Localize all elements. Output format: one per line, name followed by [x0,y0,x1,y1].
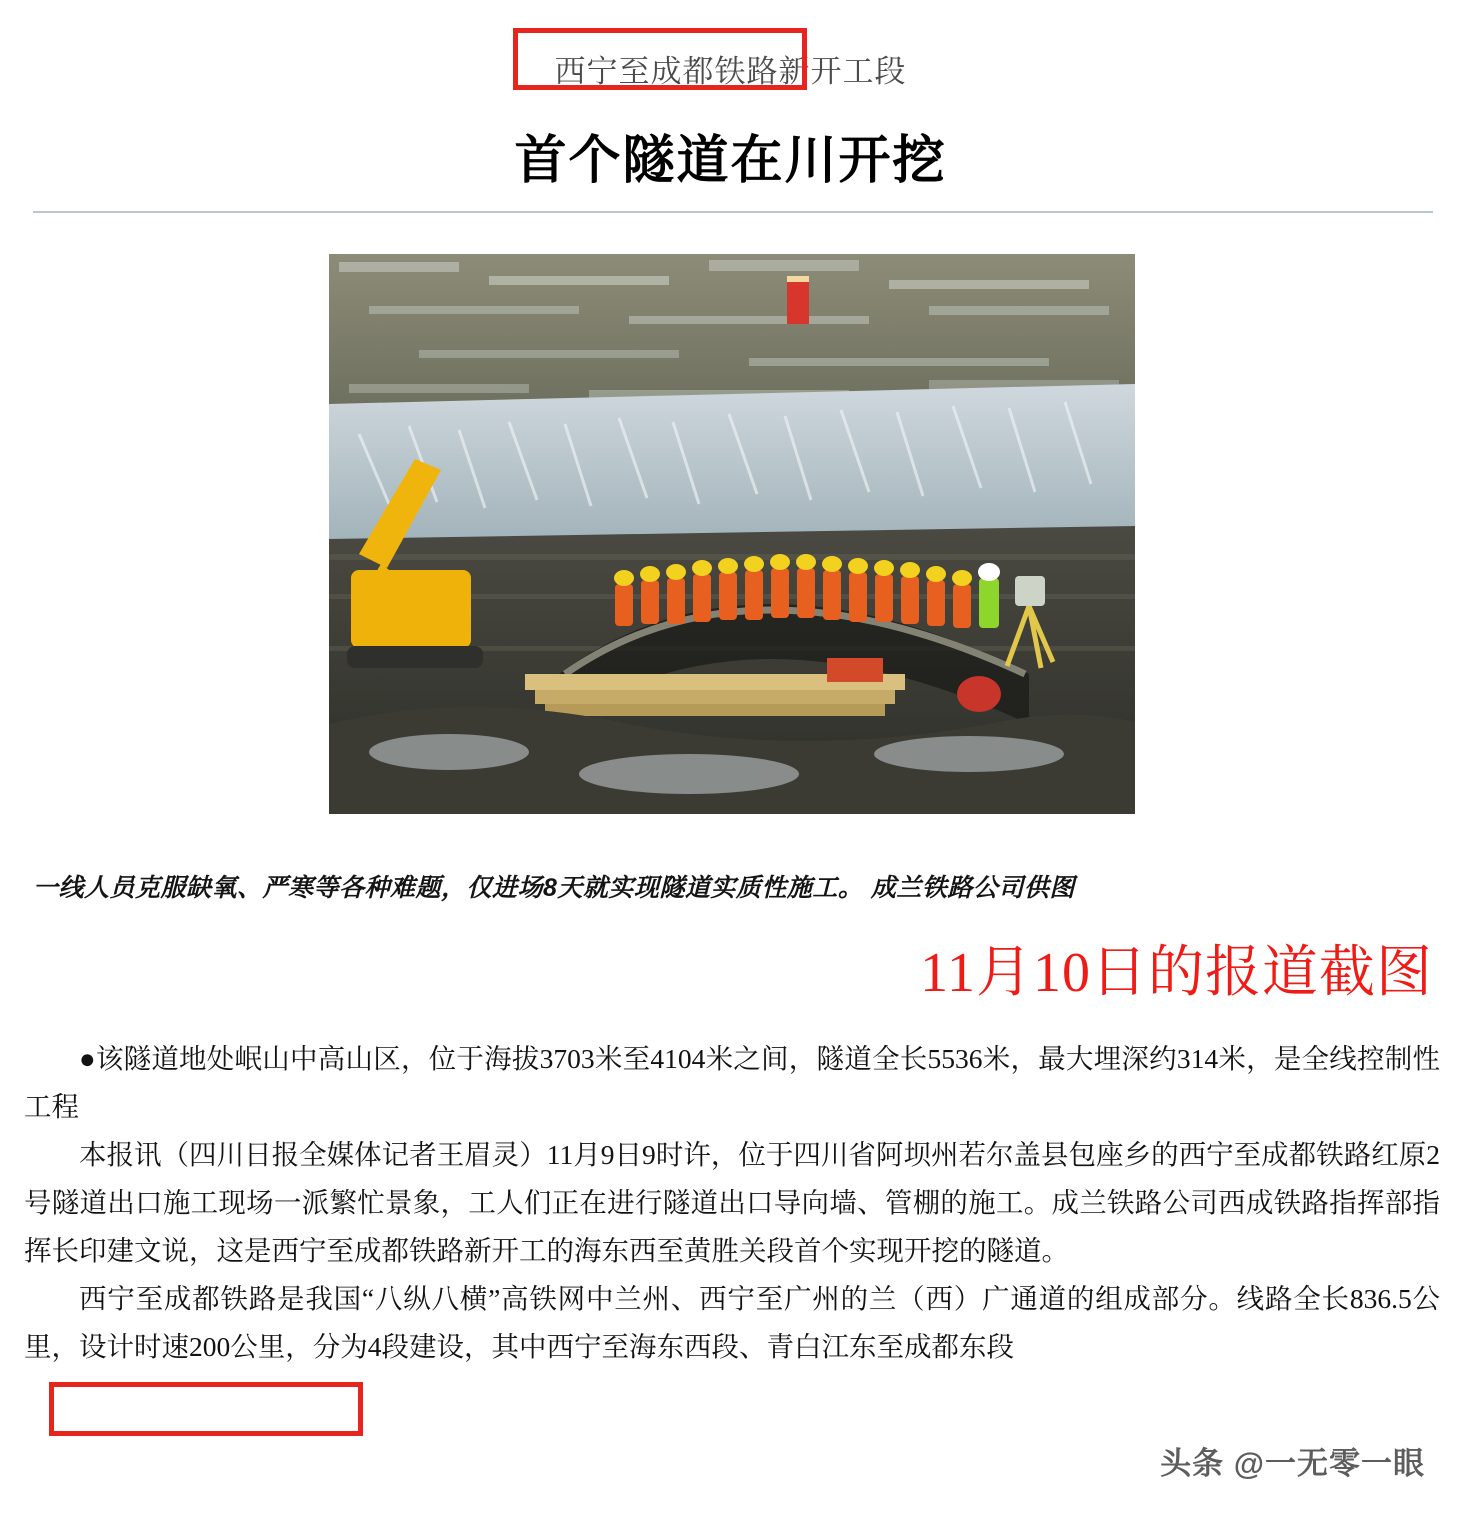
article-kicker: 西宁至成都铁路新开工段 [554,54,907,89]
headline-line [0,118,1461,193]
red-highlight-box-kicker [513,28,807,90]
photo-caption: 一线人员克服缺氧、严寒等各种难题，仅进场8天就实现隧道实质性施工。 成兰铁路公司供图 [33,874,1075,902]
body-paragraph-3: 西宁至成都铁路是我国“八纵八横”高铁网中兰州、西宁至广州的兰（西）广通道的组成部分。线路全长836.5公里，设计时速200公里，分为4段建设，其中西宁至海东西段、青白江东至成都东段 [24,1283,1440,1362]
watermark: 头条 @一无零一眼 [1160,1446,1425,1481]
body-paragraph-2: 本报讯（四川日报全媒体记者王眉灵）11月9日9时许，位于四川省阿坝州若尔盖县包座乡的西宁至成都铁路红原2号隧道出口施工现场一派繁忙景象，工人们正在进行隧道出口导向墙、管棚的施工。成兰铁路公司西成铁路指挥部指挥长印建文说，这是西宁至成都铁路新开工的海东西至黄胜关段首个实现开挖的隧道。 [24,1139,1440,1266]
article-photo [329,254,1135,814]
header-divider [33,211,1433,213]
body-paragraph-1: ●该隧道地处岷山中高山区，位于海拔3703米至4104米之间，隧道全长5536米，最大埋深约314米，是全线控制性工程 [24,1043,1440,1122]
page-title: 首个隧道在川开挖 [514,132,947,190]
red-highlight-box-body [49,1382,363,1436]
article-body [24,1035,1440,1371]
screenshot-annotation: 11月10日的报道截图 [920,942,1433,1004]
